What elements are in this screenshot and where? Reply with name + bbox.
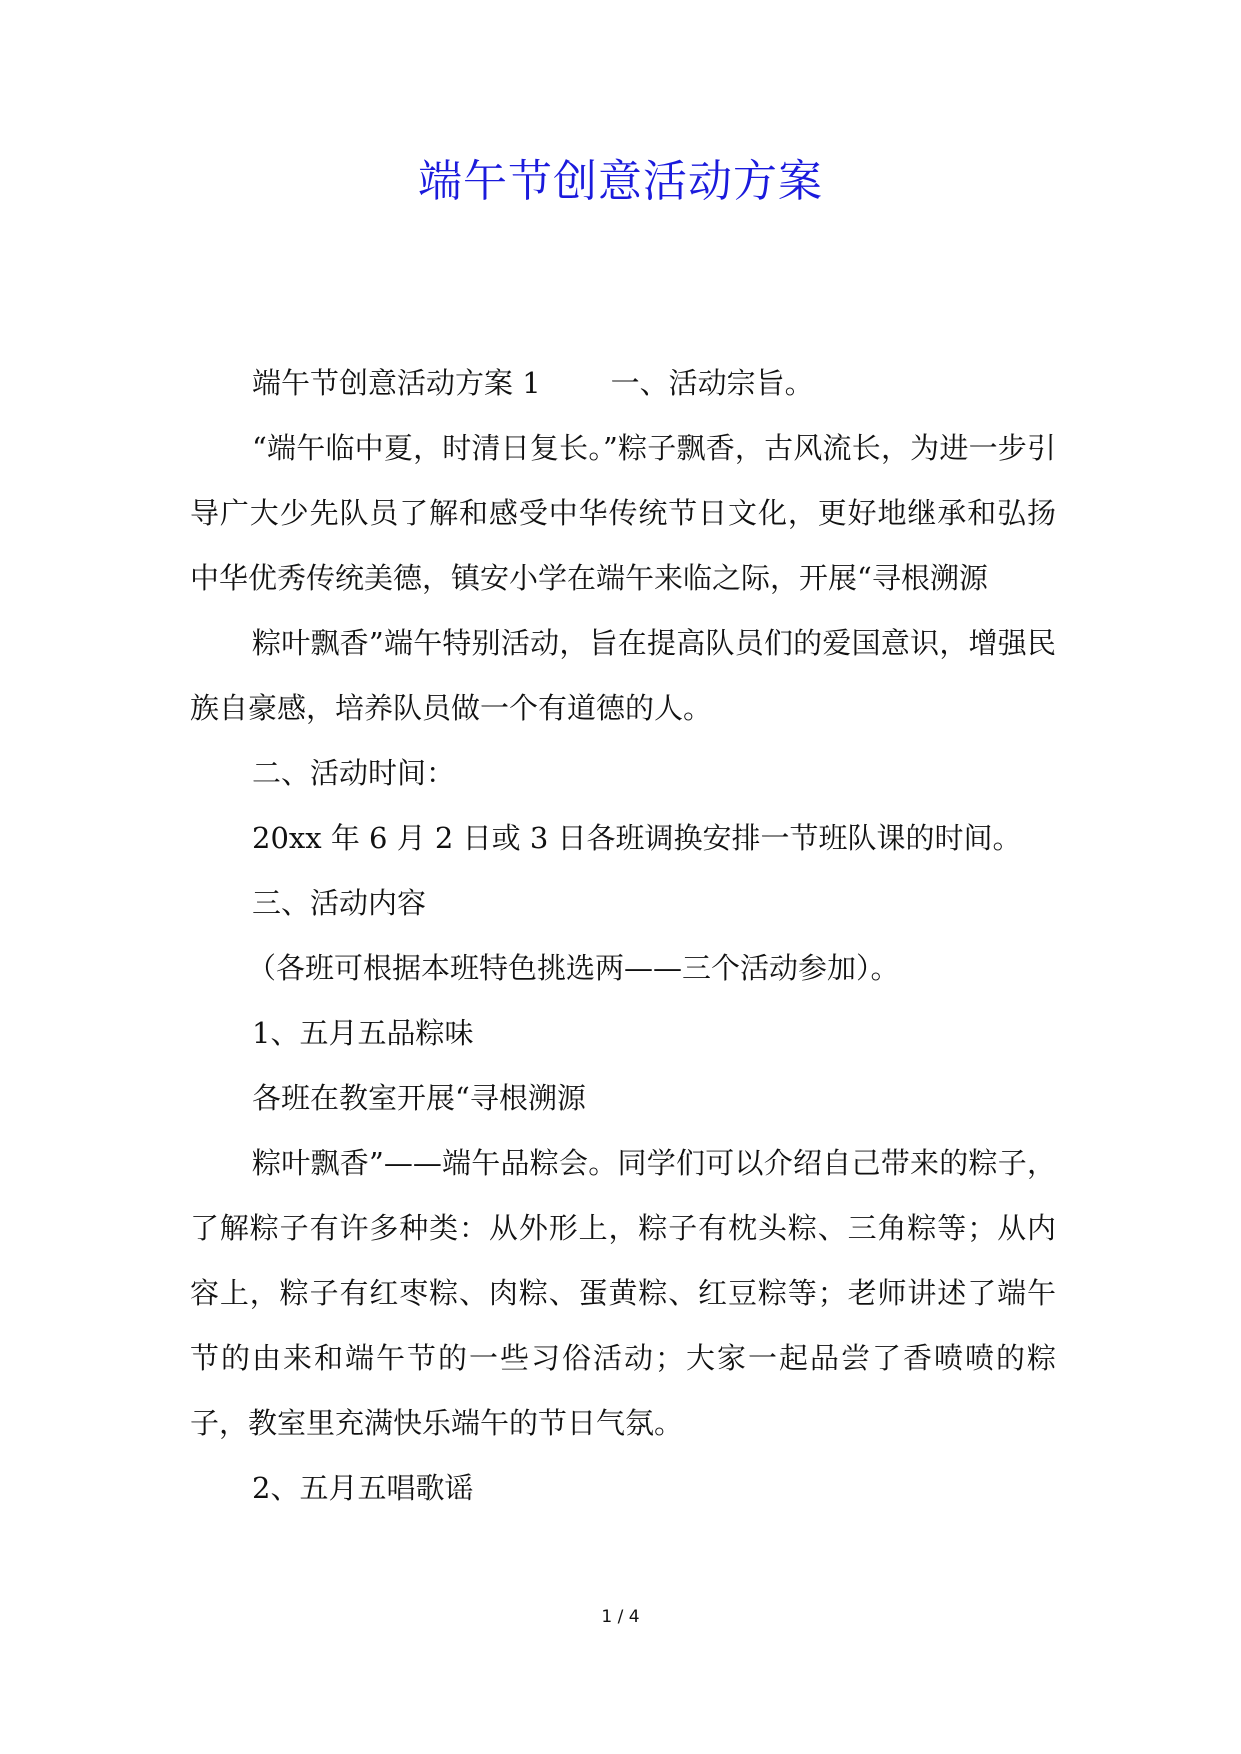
item-heading-2: 2、五月五唱歌谣 [252,1471,474,1505]
document-title: 端午节创意活动方案 [418,156,823,207]
section-heading-purpose: 一、活动宗旨。 [610,366,814,400]
paragraph-purpose-2: 粽叶飘香”端午特别活动，旨在提高队员们的爱国意识，增强民族自豪感，培养队员做一个有道德的人。 [190,626,1056,725]
paragraph-content-note: （各班可根据本班特色挑选两——三个活动参加）。 [247,951,900,985]
paragraph-time: 20xx 年 6 月 2 日或 3 日各班调换安排一节班队课的时间。 [252,821,1022,855]
intro-line [190,351,1056,416]
paragraph-purpose-1: “端午临中夏，时清日复长。”粽子飘香，古风流长，为进一步引导广大少先队员了解和感受中华传统节日文化，更好地继承和弘扬中华优秀传统美德，镇安小学在端午来临之际，开展“寻根溯源 [190,431,1056,595]
document-body [190,351,1056,1521]
paragraph-item-1b: 粽叶飘香”——端午品粽会。同学们可以介绍自己带来的粽子，了解粽子有许多种类：从外形上，粽子有枕头粽、三角粽等；从内容上，粽子有红枣粽、肉粽、蛋黄粽、红豆粽等；老师讲述了端午节的由来和端午节的一些习俗活动；大家一起品尝了香喷喷的粽子，教室里充满快乐端午的节日气氛。 [190,1146,1056,1440]
item-heading-1: 1、五月五品粽味 [252,1016,474,1050]
page-number: 1 / 4 [601,1607,640,1627]
section-heading-content: 三、活动内容 [252,886,427,920]
section-heading-time: 二、活动时间： [252,756,456,790]
paragraph-item-1a: 各班在教室开展“寻根溯源 [252,1081,586,1115]
plan-heading: 端午节创意活动方案 1 [252,366,541,400]
